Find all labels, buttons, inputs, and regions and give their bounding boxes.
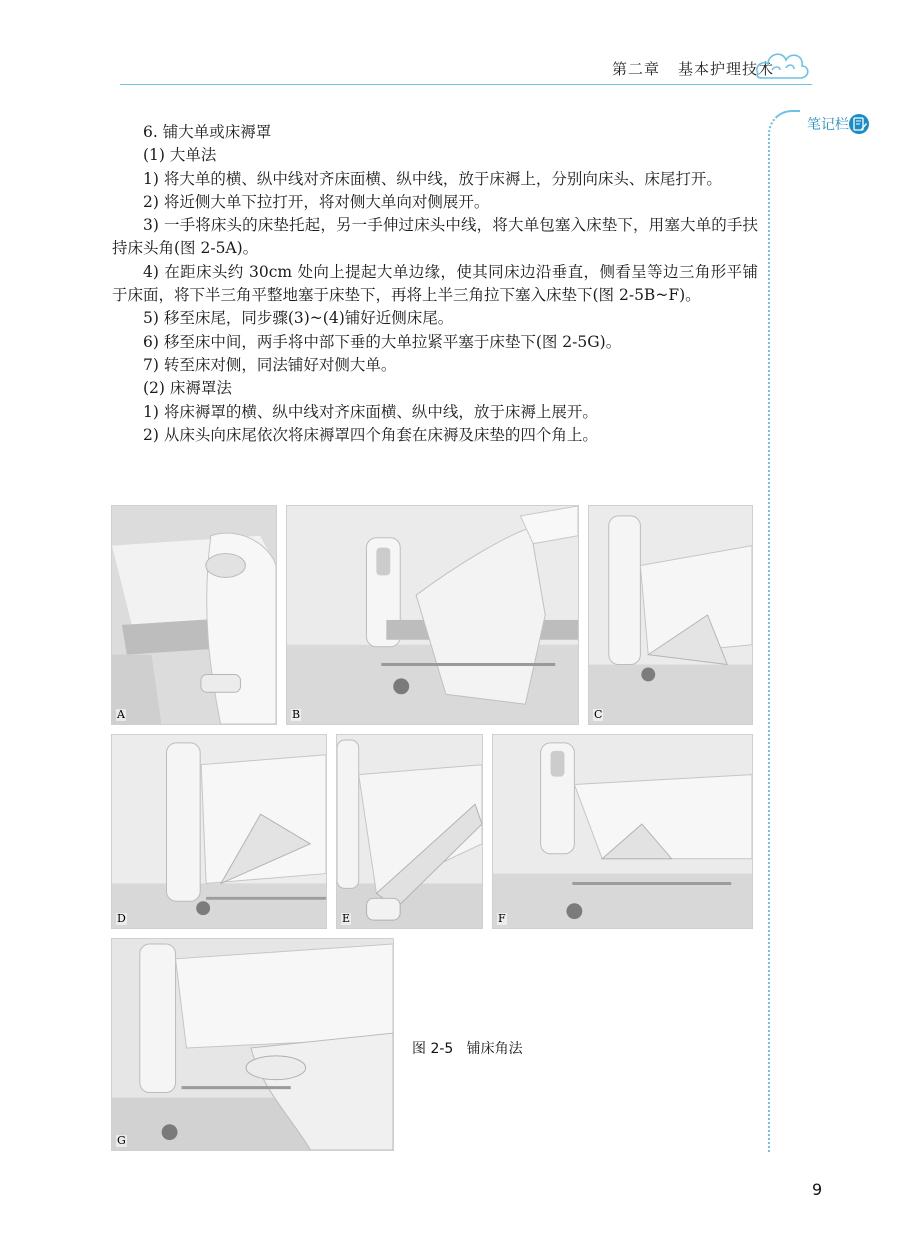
cloud-ornament-icon — [752, 40, 812, 84]
heading-step-6: 6. 铺大单或床褥罩 — [143, 123, 272, 141]
section-title: 基本护理技术 — [678, 60, 775, 78]
paragraph: 5) 移至床尾，同步骤(3)~(4)铺好近侧床尾。 — [143, 309, 454, 328]
figure-panel-c — [588, 505, 753, 725]
body-text — [112, 121, 758, 447]
paragraph: 4) 在距床头约 30cm 处向上提起大单边缘，使其同床边沿垂直，侧看呈等边三角形平铺于床面，将下半三角平整地塞于床垫下，再将上半三角拉下塞入床垫下(图 2-5B~F)。 — [112, 262, 758, 305]
paragraph: 2) 从床头向床尾依次将床褥罩四个角套在床褥及床垫的四个角上。 — [143, 425, 598, 444]
notes-pencil-icon — [849, 114, 869, 134]
photo-lifting-sheet-edge — [287, 506, 578, 724]
panel-letter: A — [117, 708, 125, 721]
notes-column-label: 笔记栏 — [807, 117, 849, 133]
panel-letter: C — [594, 708, 603, 721]
panel-letter: D — [117, 912, 126, 925]
photo-corner-finished — [493, 735, 752, 928]
photo-triangle-fold — [589, 506, 752, 724]
panel-letter: G — [117, 1134, 126, 1147]
chapter-label: 第二章 — [612, 60, 661, 78]
figure-panel-d — [111, 734, 327, 929]
running-header — [612, 58, 774, 79]
figure-panel-b — [286, 505, 579, 725]
panel-letter: F — [498, 912, 506, 925]
subheading-sheet-method: (1) 大单法 — [143, 146, 217, 165]
subheading-cover-method: (2) 床褥罩法 — [143, 379, 232, 398]
header-rule — [120, 84, 812, 85]
figure-caption: 图 2-5 铺床角法 — [412, 1041, 523, 1057]
photo-upper-triangle-pull — [337, 735, 482, 928]
figure-panel-e — [336, 734, 483, 929]
photo-middle-sheet-tuck — [112, 939, 393, 1150]
page-number: 9 — [812, 1180, 823, 1199]
panel-letter: E — [342, 912, 351, 925]
figure-panel-a — [111, 505, 277, 725]
paragraph: 7) 转至床对侧，同法铺好对侧大单。 — [143, 355, 397, 374]
paragraph: 1) 将大单的横、纵中线对齐床面横、纵中线，放于床褥上，分别向床头、床尾打开。 — [143, 169, 722, 188]
panel-letter: B — [292, 708, 301, 721]
paragraph: 3) 一手将床头的床垫托起，另一手伸过床头中线，将大单包塞入床垫下，用塞大单的手扶持床头角(图 2-5A)。 — [112, 216, 758, 258]
notes-margin-line — [768, 110, 800, 1152]
paragraph: 6) 移至床中间，两手将中部下垂的大单拉紧平塞于床垫下(图 2-5G)。 — [143, 332, 622, 351]
figure-panel-f — [492, 734, 753, 929]
figure-panel-g — [111, 938, 394, 1151]
photo-bed-head-tuck — [112, 506, 276, 724]
paragraph: 1) 将床褥罩的横、纵中线对齐床面横、纵中线，放于床褥上展开。 — [143, 402, 598, 421]
photo-lower-triangle-tucked — [112, 735, 326, 928]
paragraph: 2) 将近侧大单下拉打开，将对侧大单向对侧展开。 — [143, 192, 490, 211]
